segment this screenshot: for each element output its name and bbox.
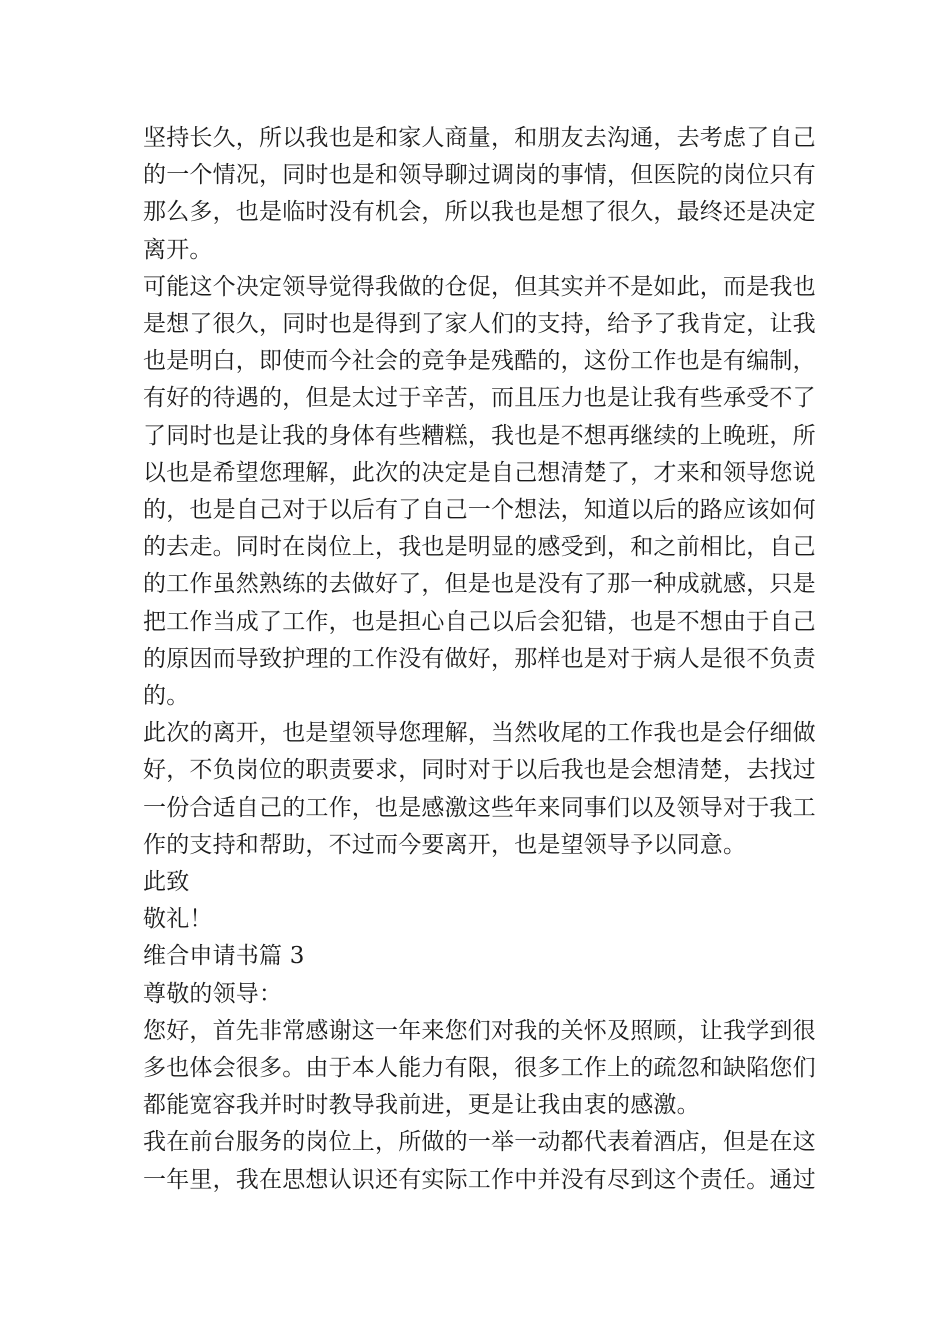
text-line: 那么多，也是临时没有机会，所以我也是想了很久，最终还是决定 — [143, 199, 816, 226]
text-line: 敬礼！ — [143, 906, 213, 933]
paragraph — [143, 715, 816, 864]
paragraph — [143, 269, 816, 715]
text-line: 多也体会很多。由于本人能力有限，很多工作上的疏忽和缺陷您们 — [143, 1055, 816, 1082]
text-line: 一年里，我在思想认识还有实际工作中并没有尽到这个责任。通过 — [143, 1166, 816, 1193]
text-line: 的，也是自己对于以后有了自己一个想法，知道以后的路应该如何 — [143, 497, 816, 524]
text-line: 的工作虽然熟练的去做好了，但是也是没有了那一种成就感，只是 — [143, 571, 816, 598]
text-line: 坚持长久，所以我也是和家人商量，和朋友去沟通，去考虑了自己 — [143, 125, 816, 151]
text-line: 您好，首先非常感谢这一年来您们对我的关怀及照顾，让我学到很 — [143, 1017, 816, 1044]
text-line: 离开。 — [143, 236, 213, 263]
text-line: 的去走。同时在岗位上，我也是明显的感受到，和之前相比，自己 — [143, 534, 816, 561]
paragraph — [143, 901, 809, 938]
paragraph — [143, 1124, 816, 1198]
text-line: 的原因而导致护理的工作没有做好，那样也是对于病人是很不负责 — [143, 645, 816, 672]
text-line: 了同时也是让我的身体有些糟糕，我也是不想再继续的上晚班，所 — [143, 422, 816, 449]
paragraph — [143, 938, 809, 975]
paragraph — [143, 976, 809, 1013]
text-line: 我在前台服务的岗位上，所做的一举一动都代表着酒店，但是在这 — [143, 1129, 816, 1156]
text-line: 以也是希望您理解，此次的决定是自己想清楚了，才来和领导您说 — [143, 459, 816, 486]
text-line: 也是明白，即使而今社会的竞争是残酷的，这份工作也是有编制， — [143, 348, 816, 375]
text-line: 此致 — [143, 869, 190, 896]
text-line: 都能宽容我并时时教导我前进，更是让我由衷的感激。 — [143, 1092, 700, 1119]
document-body — [143, 120, 816, 1199]
text-line: 好，不负岗位的职责要求，同时对于以后我也是会想清楚，去找过 — [143, 757, 816, 784]
text-line: 尊敬的领导： — [143, 980, 283, 1007]
text-line: 一份合适自己的工作，也是感激这些年来同事们以及领导对于我工 — [143, 794, 816, 821]
text-line: 维合申请书篇 3 — [143, 943, 305, 970]
paragraph — [143, 120, 816, 269]
text-line: 把工作当成了工作，也是担心自己以后会犯错，也是不想由于自己 — [143, 608, 816, 635]
text-line: 作的支持和帮助，不过而今要离开，也是望领导予以同意。 — [143, 831, 747, 858]
paragraph — [143, 864, 809, 901]
text-line: 的一个情况，同时也是和领导聊过调岗的事情，但医院的岗位只有 — [143, 162, 816, 189]
text-line: 有好的待遇的，但是太过于辛苦，而且压力也是让我有些承受不了 — [143, 385, 816, 412]
text-line: 可能这个决定领导觉得我做的仓促，但其实并不是如此，而是我也 — [143, 273, 816, 300]
text-line: 的。 — [143, 683, 190, 710]
paragraph — [143, 1013, 816, 1125]
text-line: 是想了很久，同时也是得到了家人们的支持，给予了我肯定，让我 — [143, 311, 816, 338]
text-line: 此次的离开，也是望领导您理解，当然收尾的工作我也是会仔细做 — [143, 720, 816, 747]
